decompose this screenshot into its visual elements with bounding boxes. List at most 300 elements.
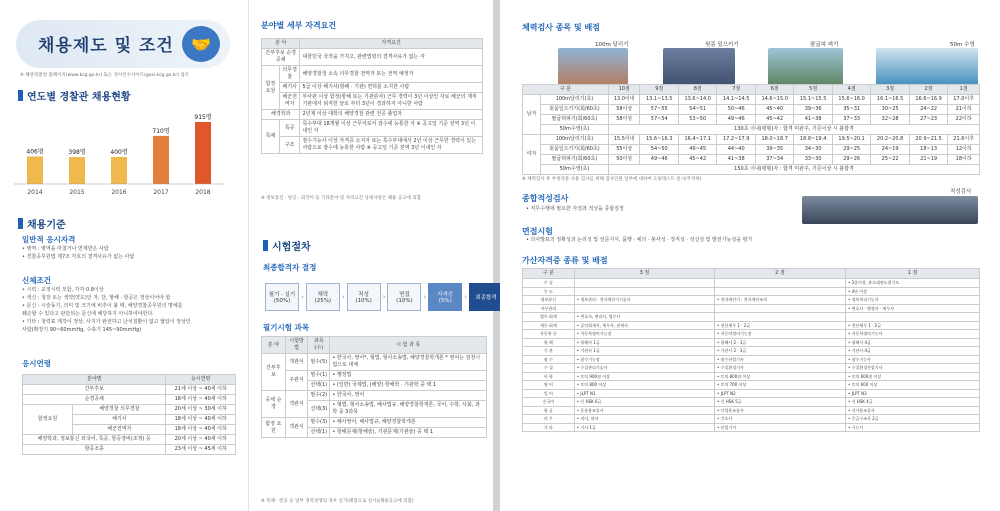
cell: • 정보처리기능사 (845, 296, 979, 305)
cell: 54~51 (678, 105, 716, 115)
cell (715, 287, 846, 296)
cell: • 항해사 1급 (574, 338, 714, 347)
cell: • 신 HSK 5급 (715, 398, 846, 407)
cell: 50m수영(초) (540, 165, 608, 175)
cell: 일 어 (523, 389, 575, 398)
cell: 45~40 (755, 105, 793, 115)
cell: 16.1~16.5 (871, 95, 909, 105)
table-row (523, 372, 980, 381)
category-label: 2018 (195, 189, 211, 196)
body-item: • 기타 : 청력표 제작이 정상, 사지가 완전하고 난치질환이 없고 협압이 정상인 (22, 319, 191, 325)
cell: • 잠수기능장 (574, 355, 714, 364)
cell: 기 관 (523, 347, 575, 356)
table-row (523, 145, 980, 155)
table-row (262, 418, 487, 428)
col-header: 4점 (832, 85, 870, 95)
qual-table-wrap (261, 38, 483, 154)
cell: • 기사 1급 (574, 423, 714, 432)
table-row (523, 287, 980, 296)
cell: 항 해 (523, 338, 575, 347)
cell: 100m달리기(초) (540, 95, 608, 105)
cell: • 4단 이상 (845, 287, 979, 296)
cell: • 자가용조종사 (845, 406, 979, 415)
col-header: 자격요건 (300, 39, 483, 49)
table-row (262, 93, 483, 110)
pushup-photo (768, 48, 843, 88)
cell: 20세 이상 ~ 30세 이하 (166, 405, 236, 415)
table-row (262, 137, 483, 154)
cell: 15.1~15.5 (794, 95, 832, 105)
arrow-right-icon: › (423, 293, 427, 301)
cell: 20세 이상 ~ 40세 이하 (166, 435, 236, 445)
cell: 수 질 (523, 364, 575, 373)
general-qualification (22, 234, 242, 261)
table-row (23, 395, 236, 405)
cell: 50m수영(초) (540, 125, 608, 135)
cert-title: 가산자격증 종류 및 배점 (522, 256, 608, 265)
cell: • 토익 600점 이상 (845, 372, 979, 381)
cell: 윗몸일으키기(회/60초) (540, 145, 608, 155)
table-row (262, 120, 483, 137)
exam-step-5 (428, 283, 462, 311)
body-item: 훼손할 수 있다고 판단되는 문신에 해당하지 아니하여야한다. (22, 311, 154, 317)
cell: • JLPT N3 (845, 389, 979, 398)
step-name: 자격증 (437, 292, 454, 298)
situp-photo (663, 48, 735, 88)
cell: • 기관사 1급 (574, 347, 714, 356)
step-name: 적성 (358, 292, 369, 298)
cell: • 토익 900점 이상 (574, 372, 714, 381)
exam-steps (265, 283, 503, 311)
cell: 부사관 이상 함정(항해 또는 기관분야) 근무 경력이 3년 이상인 자로 해군의 재직기관에서 퇴직한 날로 부터 3년이 경과하지 아니한 사람 (300, 93, 483, 110)
cell: 57~55 (640, 105, 678, 115)
cell: • 전자계산기 · 전자계산조직 (715, 296, 846, 305)
cell: 법무·회계 (523, 313, 575, 322)
photo-label-situp: 윗몸 일으키기 (705, 42, 739, 48)
cell: • 잠수산업기사 (715, 355, 846, 364)
table-row (523, 398, 980, 407)
swimming-photo (876, 48, 978, 88)
cell: 객관식 (285, 354, 307, 371)
section-bar-icon (18, 90, 23, 101)
qual-table (261, 38, 483, 154)
cell: 150초 이내(평형)자 : 합격 미완주, 기준이상 시 불합격 (608, 165, 979, 175)
cell: 주관식 (285, 371, 307, 391)
written-table (261, 336, 487, 438)
cell (574, 304, 714, 313)
cell: 해기사 (73, 415, 166, 425)
cert-table (522, 268, 980, 432)
aptitude-title: 종합적성검사 (522, 194, 569, 203)
cell: • 토익 800 이상 (574, 381, 714, 390)
col-header: 분 야 (262, 39, 300, 49)
exam-step-3 (347, 283, 381, 311)
body-condition (22, 275, 244, 334)
cell: • 3종이상, 유도태권도합기도 (845, 279, 979, 288)
cell: 무 도 (523, 287, 575, 296)
section-bar-icon (263, 240, 268, 251)
body-item: • 시력 : 교정시력 모함, 각각 0.8이상 (22, 287, 104, 293)
table-header-row (262, 39, 483, 49)
written-title: 필기시험 과목 (263, 323, 310, 332)
arrow-right-icon: › (382, 293, 386, 301)
cell: 41~38 (717, 155, 755, 165)
cell (845, 313, 979, 322)
cell: 13.6~14.0 (678, 95, 716, 105)
cell: 58이상 (608, 105, 640, 115)
cell: 잠 수 (523, 355, 575, 364)
body-title: 신체조건 (22, 276, 51, 285)
col-header: 6점 (755, 85, 793, 95)
cell: 49~46 (717, 115, 755, 125)
panel-recruitment-overview (0, 0, 248, 511)
step-pct: (10%) (355, 298, 372, 304)
cell: 23세 이상 ~ 45세 이하 (166, 445, 236, 455)
section-title-text: 채용기준 (27, 220, 66, 231)
step-pct: (10%) (396, 298, 413, 304)
cell: • 한국사, 영어*, 형법, 형사소송법, 해양경찰학개론 * 영어는 검정시험으로 대체 (330, 354, 487, 371)
cell: • 운송용조종사 (574, 406, 714, 415)
section-bar-icon (18, 218, 23, 229)
cell: 함정 요원 (262, 418, 286, 438)
arrow-right-icon: › (341, 293, 345, 301)
value-label: 398명 (68, 149, 86, 157)
gender-cell: 남자 (523, 95, 541, 135)
step-pct: (5%) (438, 298, 452, 304)
general-title: 일반적 응시자격 (22, 235, 76, 244)
cell: 17.2~17.9 (717, 135, 755, 145)
section-title-criteria (18, 216, 66, 231)
cell: 해양경찰청 소속 의무경찰 전역자 또는 전역 예정자 (300, 66, 483, 83)
cell: 항 공 (523, 406, 575, 415)
table-row (523, 355, 980, 364)
table-row (523, 279, 980, 288)
cell: • 응급구조사 2급 (845, 415, 979, 424)
written-note: ※ 특채 · 항공 등 일부 경력경쟁의 경우 실기(폐험으로 실시)(채용공고에 의함) (261, 499, 414, 504)
col-header: 1점 (948, 85, 980, 95)
fitness-note: ※ 체력검사 후 부정약물 사용 검사를 위해 검사인원 일부에 대하여 도핑테스트 실시(무작위) (522, 177, 702, 182)
cell: 자동차 등 (523, 330, 575, 339)
cell: • JLPT N1 (574, 389, 714, 398)
cell: 13.0이내 (608, 95, 640, 105)
step-name: 체력 (317, 292, 329, 298)
cell: 선택(1) (308, 381, 330, 391)
aptitude-list (526, 205, 624, 213)
table-row (523, 330, 980, 339)
bar-2018 (195, 122, 211, 184)
cell: 27~23 (909, 115, 947, 125)
col-header: 1 점 (845, 269, 979, 279)
photo-label-pushup: 팔굽혀 펴기 (810, 42, 839, 48)
cell: 12이하 (948, 145, 980, 155)
cell: 특채 (262, 120, 280, 154)
cell: 45~42 (755, 115, 793, 125)
aptitude-item: • 직무수행에 필요한 자질과 적성을 종합검정 (526, 206, 624, 212)
table-row (23, 435, 236, 445)
table-row (262, 66, 483, 83)
table-row (23, 405, 236, 415)
col-header: 3 점 (574, 269, 714, 279)
table-row (23, 445, 236, 455)
cell: • JLPT N2 (715, 389, 846, 398)
table-row (523, 338, 980, 347)
cell: • 기능사 (845, 423, 979, 432)
cell: • 간호사 (715, 415, 846, 424)
category-label: 2014 (27, 189, 43, 196)
cell: 15.6~16.3 (640, 135, 678, 145)
step-name: 최종합격 (475, 295, 497, 301)
age-table-wrap (22, 374, 236, 455)
col-header: 2 점 (715, 269, 846, 279)
cell: 20.9~21.5 (909, 135, 947, 145)
body-item: • 문신 : 시술동기, 의미 및 크기에 비추어 볼 때, 해양경찰공무원의 명예를 (22, 303, 183, 309)
table-row (262, 110, 483, 120)
cell: 39~36 (794, 105, 832, 115)
cell: 필수(1) (308, 371, 330, 381)
cell: 18~13 (909, 145, 947, 155)
cell: 해군전역자 (73, 425, 166, 435)
cell: 18.8~19.4 (794, 135, 832, 145)
cell: 특수부대 18개월 이상 근무자로서 잠수에 능통한 자 ※ 공고일 기준 전역 3년 이내인 자 (300, 120, 483, 137)
col-header: 시험방법 (285, 337, 307, 354)
cell: • 변호사, 변리사, 법무사 (574, 313, 714, 322)
cell: 15.5이내 (608, 135, 640, 145)
aptitude-photo (802, 196, 978, 224)
body-item: • 색신 : 청장 또는 색약(약도)인 자, 단, 항해 · 항공은 정상이어야 함 (22, 295, 171, 301)
cell (715, 304, 846, 313)
cell: 130초 이내(평형)자 : 합격 미완주, 기준이상 시 불합격 (608, 125, 979, 135)
cell: 잠수기능사 이상 자격증 소지자 또는 특수부대에서 2년 이상 근무한 경력이 있는 사람으로 잠수에 능통한 사람 ※ 공고일 기준 전역 3년 이내인 자 (300, 137, 483, 154)
panel-qualification (248, 0, 497, 511)
cell: 함정요원 (262, 66, 280, 110)
cell: 50~46 (717, 105, 755, 115)
cell: • 기관사 4급 (845, 347, 979, 356)
cell: • 정보관리 · 전자계산기기술사 (574, 296, 714, 305)
table-row (262, 354, 487, 371)
cell: • 의사, 약사 (574, 415, 714, 424)
cell: 선택(1) (308, 428, 330, 438)
cell: 팔굽혀펴기(회/60초) (540, 155, 608, 165)
cell: 49~45 (678, 145, 716, 155)
interview-title: 면접시험 (522, 227, 553, 236)
cell: 해양학과, 정보통신 외국어, 특공, 항공장비(조정) 등 (23, 435, 166, 445)
cell: 44~40 (717, 145, 755, 155)
cell: • 행정법 (330, 371, 487, 381)
cell: 55이상 (608, 145, 640, 155)
section-title-exam (263, 238, 311, 253)
table-row (523, 296, 980, 305)
col-header: 시 험 과 목 (330, 337, 487, 354)
table-row (523, 321, 980, 330)
value-label: 400명 (110, 148, 128, 156)
category-label: 2017 (153, 189, 169, 196)
cell: 18.0~18.7 (755, 135, 793, 145)
cell: 33~30 (794, 155, 832, 165)
cell: 13.1~13.5 (640, 95, 678, 105)
value-label: 710명 (152, 127, 170, 135)
cell: 간부후보 순경공채 (262, 49, 300, 66)
table-header-row (523, 85, 980, 95)
body-list (22, 286, 244, 334)
cell: 32~28 (871, 115, 909, 125)
cell: 20.2~20.8 (871, 135, 909, 145)
exam-step-1 (265, 283, 299, 311)
cell: • 산업기사 (715, 423, 846, 432)
table-row (523, 115, 980, 125)
cell: • 신 HSK 6급 (574, 398, 714, 407)
cell: 30~25 (871, 105, 909, 115)
cell: 함정요원 (23, 405, 73, 435)
cell: 49~46 (640, 155, 678, 165)
cell: 25~22 (871, 155, 909, 165)
cell (715, 313, 846, 322)
cell: 윗몸일으키기(회/60초) (540, 105, 608, 115)
col-header: 분 야 (262, 337, 286, 354)
panel-fitness (500, 0, 1000, 511)
cell: • 항해문제(항해술), 기관문제(기관술) 중 택 1 (330, 428, 487, 438)
table-row (262, 391, 487, 401)
cell: 대한민국 국적을 가지고, 관련법령의 결격사유가 없는 자 (300, 49, 483, 66)
fitness-title: 체력검사 종목 및 배점 (522, 23, 600, 32)
value-label: 915명 (194, 114, 212, 121)
table-header-row (23, 375, 236, 385)
table-row (262, 83, 483, 93)
cell: 중국어 (523, 398, 575, 407)
table-row (523, 135, 980, 145)
col-header: 7점 (717, 85, 755, 95)
cell: 해기사 (279, 83, 300, 93)
cell: 간부후보 (23, 385, 166, 395)
cell (574, 287, 714, 296)
cell: 24~22 (909, 105, 947, 115)
cell: 45~42 (678, 155, 716, 165)
col-header: 구 분 (523, 85, 609, 95)
cell: • 한국사, 영어 (330, 391, 487, 401)
cell: 37~33 (832, 115, 870, 125)
photo-label-run: 100m 달리기 (595, 42, 629, 48)
cell: • 수질관리기술사 (574, 364, 714, 373)
general-item: • 병역 : 병역을 마쳤거나 면제받은 사람 (22, 246, 109, 252)
cell: • 자동차정비기능장 (574, 330, 714, 339)
cell: 영 어 (523, 381, 575, 390)
fitness-table (522, 84, 980, 175)
value-label: 406명 (26, 148, 44, 156)
cell: 순경공채 (23, 395, 166, 405)
cell: 특공 (279, 120, 300, 137)
cell: 어 학 (523, 372, 575, 381)
cell: 2년제 이상 대학의 해양경찰 관련 전공 졸업자 (300, 110, 483, 120)
cell: 15.6~16.0 (832, 95, 870, 105)
cell: 5급 이상 해기사(항해 · 기관) 면허를 소지한 사람 (300, 83, 483, 93)
cell: 39~35 (755, 145, 793, 155)
col-header: 분야별 (23, 375, 166, 385)
cell: 정보통신 (523, 296, 575, 305)
cell: 22이하 (948, 115, 980, 125)
step-pct: (50%) (273, 298, 291, 304)
table-row (523, 304, 980, 313)
cell: • 사업용조종사 (715, 406, 846, 415)
cell: 29~25 (832, 145, 870, 155)
cell: • 토익 800점 이상 (715, 372, 846, 381)
exam-step-4 (387, 283, 421, 311)
cell: 16.4~17.1 (678, 135, 716, 145)
table-row (262, 371, 487, 381)
cell: 팔굽혀펴기(회/60초) (540, 115, 608, 125)
col-header: 과목(수) (308, 337, 330, 354)
cell: 기 타 (523, 423, 575, 432)
table-row (523, 155, 980, 165)
table-row (523, 406, 980, 415)
step-name: 면접 (399, 292, 410, 298)
cell: • 자동차정비기능사 (845, 330, 979, 339)
cell: 공채 순경 (262, 391, 286, 418)
cell: 구조 (279, 137, 300, 154)
cell: 14.6~15.0 (755, 95, 793, 105)
exam-step-6 (469, 283, 503, 311)
table-row (523, 313, 980, 322)
age-table (22, 374, 236, 455)
cell: 필수(3) (308, 418, 330, 428)
cell: 21~19 (909, 155, 947, 165)
aptitude-photo-label: 적성검사 (950, 189, 972, 195)
bar-2014 (27, 156, 43, 184)
cell: 35~31 (832, 105, 870, 115)
cell: 사무관리 (523, 304, 575, 313)
cell: 필수(2) (308, 391, 330, 401)
cell: 19.5~20.1 (832, 135, 870, 145)
page-title: 채용제도 및 조건 (38, 36, 174, 56)
cert-table-wrap (522, 268, 980, 432)
cell: • 자동차정비기능장 (715, 330, 846, 339)
interview-item: • 의사발표의 정확성과 논리성 및 전문지식, 품행 · 예의 · 봉사성 · 정직성 · 성실성 및 발전가능성을 평가 (526, 237, 753, 243)
cell: 50이상 (608, 155, 640, 165)
qual-note: ※ 정보통신 · 항공 · 외국어 등 기타분야 및 자격요건 상세사항은 채용 공고에 의함 (261, 196, 421, 201)
col-header: 8점 (678, 85, 716, 95)
cell: 53~50 (678, 115, 716, 125)
cell: 57~54 (640, 115, 678, 125)
cell (715, 279, 846, 288)
cell: • 항해사 2 · 3급 (715, 338, 846, 347)
interview-list (526, 236, 986, 244)
cell: 객관식 (285, 418, 307, 438)
title-banner (16, 20, 230, 68)
table-row (262, 49, 483, 66)
cell: 필수(5) (308, 354, 330, 371)
gender-cell: 여자 (523, 135, 541, 175)
cell: • 전산세무 1 · 2급 (715, 321, 846, 330)
cell: 29~26 (832, 155, 870, 165)
category-label: 2015 (69, 189, 85, 196)
table-row (523, 389, 980, 398)
cell: • 해사영어, 해사법규, 해양경찰학개론 (330, 418, 487, 428)
col-header: 10점 (608, 85, 640, 95)
cell: • 형법, 형사소송법, 해사법규, 해양경찰학개론, 국어, 수학, 사회, 과학 중 3과목 (330, 401, 487, 418)
written-table-wrap (261, 336, 487, 438)
table-row (23, 385, 236, 395)
cell: 해경학과 (262, 110, 300, 120)
hiring-bar-chart (14, 110, 224, 200)
section-title-text: 시험절차 (272, 242, 311, 253)
cell: • 토익 600 이상 (845, 381, 979, 390)
cell: 14.1~14.5 (717, 95, 755, 105)
handshake-icon: 🤝 (182, 26, 220, 62)
table-row (523, 95, 980, 105)
table-row (523, 415, 980, 424)
table-row (523, 105, 980, 115)
cell: • 수질환경기사 (715, 364, 846, 373)
cell: • (일반) 국제법, (해양) 항해학 · 기관학 중 택 1 (330, 381, 487, 391)
general-list (22, 245, 242, 261)
